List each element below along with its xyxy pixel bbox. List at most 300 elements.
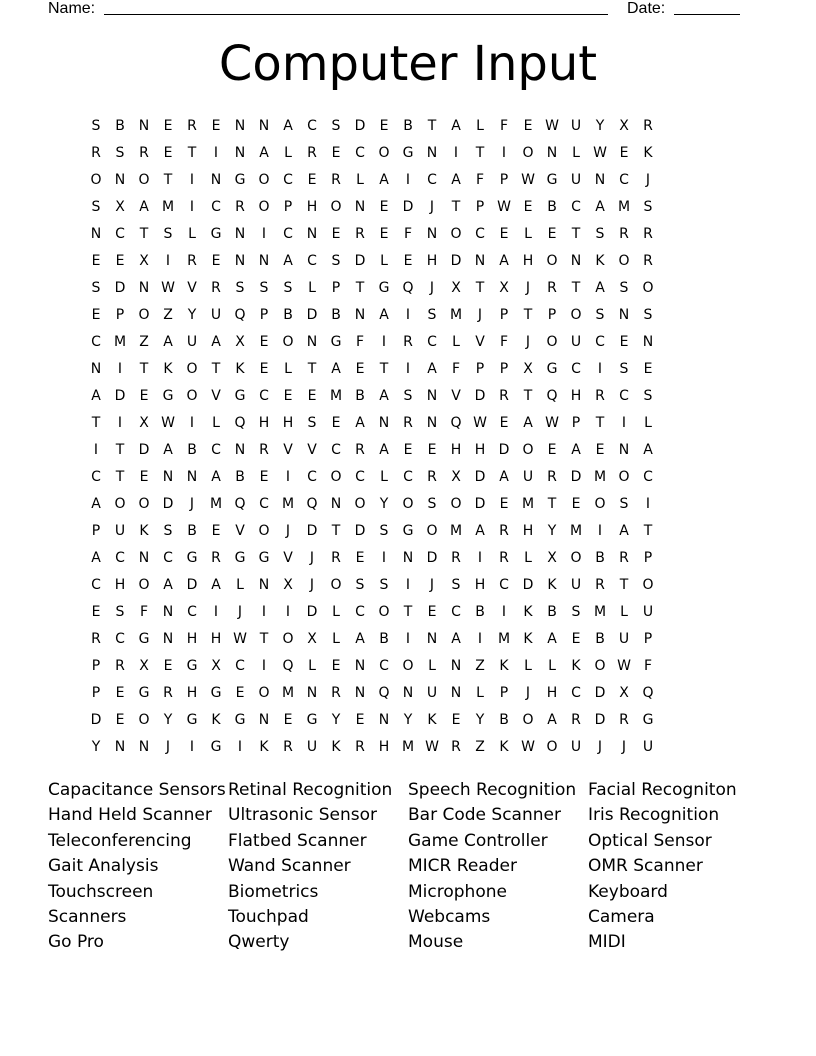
grid-letter: D [474, 387, 486, 404]
grid-letter: E [379, 198, 389, 215]
grid-letter: L [356, 171, 364, 188]
grid-letter: P [91, 522, 101, 539]
grid-letter: R [595, 576, 605, 593]
grid-letter: H [522, 252, 534, 269]
grid-letter: E [307, 387, 317, 404]
grid-letter: N [234, 252, 246, 269]
grid-letter: R [211, 549, 221, 566]
grid-letter: K [499, 738, 509, 755]
grid-letter: O [546, 738, 558, 755]
grid-letter: B [187, 522, 197, 539]
grid-letter: Y [475, 711, 485, 728]
grid-letter: X [547, 549, 557, 566]
grid-letter: B [595, 630, 605, 647]
grid-letter: I [477, 549, 483, 566]
grid-letter: N [546, 144, 558, 161]
grid-letter: J [597, 738, 603, 755]
grid-letter: S [163, 225, 173, 242]
grid-letter: A [211, 333, 221, 350]
grid-letter: N [90, 360, 102, 377]
grid-letter: P [499, 684, 509, 701]
word-bank-item: Touchpad [228, 906, 309, 927]
grid-letter: S [355, 576, 365, 593]
grid-letter: H [522, 522, 534, 539]
grid-row [84, 598, 732, 625]
grid-letter: E [163, 144, 173, 161]
grid-letter: M [161, 198, 175, 215]
grid-letter: H [186, 684, 198, 701]
grid-letter: I [405, 576, 411, 593]
grid-letter: X [451, 468, 461, 485]
grid-letter: O [426, 522, 438, 539]
grid-letter: N [354, 684, 366, 701]
grid-letter: I [621, 414, 627, 431]
grid-letter: N [114, 171, 126, 188]
grid-letter: D [114, 387, 126, 404]
grid-letter: D [162, 495, 174, 512]
grid-letter: N [234, 441, 246, 458]
grid-letter: J [429, 198, 435, 215]
grid-letter: O [594, 657, 606, 674]
grid-letter: G [402, 144, 414, 161]
grid-letter: I [189, 738, 195, 755]
grid-letter: P [115, 306, 125, 323]
grid-letter: Q [450, 414, 462, 431]
grid-row [84, 652, 732, 679]
grid-letter: O [330, 576, 342, 593]
grid-letter: Z [475, 738, 485, 755]
grid-letter: A [331, 360, 341, 377]
grid-letter: R [643, 117, 653, 134]
grid-letter: G [258, 549, 270, 566]
grid-letter: B [499, 711, 509, 728]
word-bank-item: Microphone [408, 881, 507, 902]
grid-letter: L [188, 225, 196, 242]
grid-letter: E [547, 441, 557, 458]
grid-letter: U [570, 117, 582, 134]
grid-letter: I [477, 630, 483, 647]
grid-letter: N [402, 684, 414, 701]
grid-letter: T [211, 360, 221, 377]
grid-letter: S [643, 387, 653, 404]
grid-letter: D [354, 252, 366, 269]
grid-letter: Z [163, 306, 173, 323]
grid-letter: M [593, 468, 607, 485]
grid-letter: I [285, 468, 291, 485]
grid-letter: B [547, 603, 557, 620]
grid-letter: L [428, 657, 436, 674]
word-bank-item: Teleconferencing [48, 830, 192, 851]
grid-letter: E [355, 360, 365, 377]
grid-letter: A [619, 522, 629, 539]
grid-letter: I [285, 603, 291, 620]
grid-letter: G [330, 333, 342, 350]
grid-letter: T [643, 522, 653, 539]
word-bank-item: Game Controller [408, 830, 548, 851]
grid-letter: N [162, 603, 174, 620]
grid-letter: R [115, 657, 125, 674]
grid-letter: E [259, 360, 269, 377]
grid-letter: E [331, 657, 341, 674]
grid-letter: S [571, 603, 581, 620]
grid-letter: R [403, 333, 413, 350]
grid-letter: I [597, 360, 603, 377]
grid-letter: T [571, 225, 581, 242]
grid-letter: T [115, 441, 125, 458]
grid-letter: U [210, 306, 222, 323]
grid-letter: T [475, 144, 485, 161]
word-bank-item: Capacitance Sensors [48, 780, 226, 800]
grid-letter: C [355, 468, 365, 485]
grid-letter: W [473, 414, 487, 431]
grid-letter: R [571, 711, 581, 728]
grid-letter: M [209, 495, 223, 512]
grid-letter: C [643, 468, 653, 485]
grid-letter: O [570, 549, 582, 566]
grid-letter: N [306, 684, 318, 701]
grid-letter: N [354, 306, 366, 323]
grid-letter: O [378, 603, 390, 620]
grid-letter: V [211, 387, 221, 404]
grid-letter: H [306, 198, 318, 215]
grid-letter: L [524, 657, 532, 674]
grid-letter: K [499, 657, 509, 674]
grid-letter: S [331, 252, 341, 269]
grid-letter: E [115, 684, 125, 701]
grid-letter: R [499, 387, 509, 404]
grid-letter: O [114, 495, 126, 512]
grid-letter: S [235, 279, 245, 296]
grid-letter: Q [378, 684, 390, 701]
grid-letter: M [281, 495, 295, 512]
grid-letter: M [593, 603, 607, 620]
grid-letter: X [139, 252, 149, 269]
grid-letter: B [235, 468, 245, 485]
grid-letter: L [284, 144, 292, 161]
grid-letter: C [259, 387, 269, 404]
grid-letter: D [306, 603, 318, 620]
grid-letter: S [91, 198, 101, 215]
grid-letter: E [547, 225, 557, 242]
grid-letter: E [523, 117, 533, 134]
grid-letter: M [329, 387, 343, 404]
grid-letter: P [91, 657, 101, 674]
grid-letter: R [283, 738, 293, 755]
grid-letter: N [258, 576, 270, 593]
grid-letter: U [186, 333, 198, 350]
grid-letter: S [427, 495, 437, 512]
grid-letter: G [210, 684, 222, 701]
grid-letter: Z [139, 333, 149, 350]
grid-letter: E [91, 306, 101, 323]
grid-letter: C [91, 576, 101, 593]
grid-letter: D [594, 711, 606, 728]
grid-letter: I [405, 306, 411, 323]
grid-letter: R [451, 549, 461, 566]
grid-letter: A [643, 441, 653, 458]
grid-letter: L [572, 144, 580, 161]
word-bank-item: Optical Sensor [588, 830, 712, 851]
grid-letter: P [259, 306, 269, 323]
grid-letter: M [449, 306, 463, 323]
grid-letter: E [427, 441, 437, 458]
grid-letter: K [523, 630, 533, 647]
grid-letter: U [570, 738, 582, 755]
grid-letter: P [643, 549, 653, 566]
grid-letter: O [186, 360, 198, 377]
grid-letter: C [307, 252, 317, 269]
grid-letter: P [331, 279, 341, 296]
grid-letter: S [619, 495, 629, 512]
grid-letter: K [211, 711, 221, 728]
grid-letter: X [211, 657, 221, 674]
grid-letter: L [332, 603, 340, 620]
grid-row [84, 490, 732, 517]
grid-letter: A [499, 252, 509, 269]
grid-letter: M [113, 333, 127, 350]
grid-letter: T [475, 279, 485, 296]
grid-letter: J [525, 279, 531, 296]
grid-letter: P [499, 360, 509, 377]
page-title: Computer Input [218, 36, 598, 92]
grid-letter: K [139, 522, 149, 539]
grid-letter: M [401, 738, 415, 755]
grid-letter: E [499, 414, 509, 431]
grid-letter: H [546, 684, 558, 701]
grid-letter: C [91, 333, 101, 350]
grid-letter: I [381, 333, 387, 350]
grid-letter: C [427, 171, 437, 188]
grid-letter: E [331, 225, 341, 242]
grid-letter: R [187, 117, 197, 134]
grid-letter: T [619, 576, 629, 593]
grid-letter: G [210, 738, 222, 755]
grid-letter: O [282, 630, 294, 647]
grid-letter: U [642, 738, 654, 755]
grid-letter: V [451, 387, 461, 404]
grid-letter: G [378, 279, 390, 296]
word-bank-item: Flatbed Scanner [228, 830, 367, 851]
grid-letter: B [187, 441, 197, 458]
grid-letter: A [91, 495, 101, 512]
grid-letter: I [189, 171, 195, 188]
grid-letter: O [90, 171, 102, 188]
grid-letter: T [139, 225, 149, 242]
grid-letter: W [545, 414, 559, 431]
grid-letter: N [186, 468, 198, 485]
grid-letter: C [283, 225, 293, 242]
grid-letter: P [91, 684, 101, 701]
grid-letter: N [258, 711, 270, 728]
grid-letter: E [259, 333, 269, 350]
grid-letter: R [259, 441, 269, 458]
grid-letter: K [259, 738, 269, 755]
grid-letter: N [354, 198, 366, 215]
grid-letter: N [90, 225, 102, 242]
word-bank-item: Iris Recognition [588, 805, 720, 826]
grid-letter: J [645, 171, 651, 188]
grid-letter: Q [234, 306, 246, 323]
grid-letter: D [522, 576, 534, 593]
grid-letter: P [547, 306, 557, 323]
grid-letter: C [307, 468, 317, 485]
grid-letter: Y [331, 711, 341, 728]
grid-letter: R [547, 279, 557, 296]
grid-letter: C [91, 468, 101, 485]
grid-letter: V [307, 441, 317, 458]
grid-letter: S [259, 279, 269, 296]
grid-letter: C [619, 387, 629, 404]
grid-letter: N [594, 171, 606, 188]
grid-letter: B [403, 117, 413, 134]
grid-letter: G [234, 171, 246, 188]
grid-letter: E [499, 495, 509, 512]
grid-letter: Q [546, 387, 558, 404]
grid-letter: O [138, 711, 150, 728]
grid-letter: H [474, 441, 486, 458]
grid-letter: Y [403, 711, 413, 728]
grid-letter: A [475, 522, 485, 539]
grid-letter: J [621, 738, 627, 755]
grid-letter: I [381, 549, 387, 566]
grid-letter: T [91, 414, 101, 431]
grid-letter: S [115, 603, 125, 620]
grid-letter: L [524, 225, 532, 242]
grid-letter: U [570, 171, 582, 188]
grid-letter: F [475, 171, 485, 188]
grid-letter: R [403, 414, 413, 431]
grid-letter: E [91, 603, 101, 620]
grid-letter: Y [595, 117, 605, 134]
grid-letter: L [380, 252, 388, 269]
grid-letter: R [595, 387, 605, 404]
grid-letter: T [571, 279, 581, 296]
grid-letter: P [643, 630, 653, 647]
grid-letter: O [546, 252, 558, 269]
grid-letter: O [282, 333, 294, 350]
grid-letter: O [138, 495, 150, 512]
grid-letter: K [595, 252, 605, 269]
grid-letter: D [474, 468, 486, 485]
grid-letter: H [258, 414, 270, 431]
grid-letter: L [284, 360, 292, 377]
grid-letter: T [547, 495, 557, 512]
grid-letter: I [213, 603, 219, 620]
grid-letter: C [331, 441, 341, 458]
grid-letter: R [235, 198, 245, 215]
grid-letter: X [283, 576, 293, 593]
grid-row [84, 274, 732, 301]
grid-letter: E [643, 360, 653, 377]
grid-letter: K [163, 360, 173, 377]
grid-letter: C [211, 441, 221, 458]
grid-letter: N [426, 225, 438, 242]
grid-letter: P [475, 360, 485, 377]
word-bank [48, 778, 768, 956]
grid-letter: I [189, 198, 195, 215]
grid-letter: I [117, 414, 123, 431]
grid-letter: G [186, 549, 198, 566]
grid-letter: A [547, 711, 557, 728]
grid-letter: I [405, 360, 411, 377]
grid-letter: E [595, 441, 605, 458]
grid-letter: T [259, 630, 269, 647]
grid-letter: L [380, 468, 388, 485]
word-bank-item: Scanners [48, 906, 127, 927]
grid-letter: X [523, 360, 533, 377]
grid-letter: J [429, 279, 435, 296]
grid-letter: S [595, 306, 605, 323]
word-bank-item: Touchscreen [48, 881, 154, 902]
grid-letter: N [138, 117, 150, 134]
grid-letter: S [91, 279, 101, 296]
word-bank-item: MICR Reader [408, 856, 517, 877]
grid-letter: O [258, 198, 270, 215]
grid-letter: G [234, 711, 246, 728]
grid-letter: T [379, 360, 389, 377]
grid-letter: S [403, 387, 413, 404]
grid-letter: N [162, 468, 174, 485]
grid-letter: E [403, 252, 413, 269]
grid-letter: O [402, 657, 414, 674]
grid-letter: X [115, 198, 125, 215]
grid-letter: E [379, 117, 389, 134]
grid-letter: C [283, 171, 293, 188]
grid-letter: O [450, 225, 462, 242]
grid-letter: A [283, 117, 293, 134]
grid-letter: E [355, 549, 365, 566]
grid-letter: D [90, 711, 102, 728]
grid-letter: N [642, 333, 654, 350]
grid-letter: C [379, 657, 389, 674]
grid-letter: R [355, 738, 365, 755]
grid-letter: Y [163, 711, 173, 728]
grid-letter: N [330, 495, 342, 512]
grid-letter: A [163, 441, 173, 458]
grid-letter: R [91, 630, 101, 647]
grid-letter: J [309, 576, 315, 593]
grid-letter: X [139, 657, 149, 674]
grid-row [84, 112, 732, 139]
grid-letter: H [210, 630, 222, 647]
grid-letter: E [331, 144, 341, 161]
grid-letter: B [379, 630, 389, 647]
grid-letter: X [619, 117, 629, 134]
word-bank-item: Go Pro [48, 932, 104, 953]
word-bank-item: Mouse [408, 932, 464, 953]
grid-letter: J [525, 684, 531, 701]
grid-letter: N [426, 387, 438, 404]
grid-letter: K [571, 657, 581, 674]
grid-letter: A [571, 441, 581, 458]
grid-letter: N [210, 171, 222, 188]
grid-letter: J [429, 576, 435, 593]
grid-letter: R [331, 171, 341, 188]
grid-letter: A [379, 306, 389, 323]
grid-letter: R [307, 144, 317, 161]
grid-letter: G [186, 711, 198, 728]
grid-letter: C [115, 630, 125, 647]
grid-letter: Q [642, 684, 654, 701]
grid-letter: F [451, 360, 461, 377]
grid-letter: E [211, 252, 221, 269]
grid-letter: B [595, 549, 605, 566]
word-bank-item: Keyboard [588, 881, 668, 902]
grid-letter: T [307, 360, 317, 377]
grid-letter: U [570, 576, 582, 593]
grid-letter: R [163, 684, 173, 701]
grid-letter: M [497, 630, 511, 647]
